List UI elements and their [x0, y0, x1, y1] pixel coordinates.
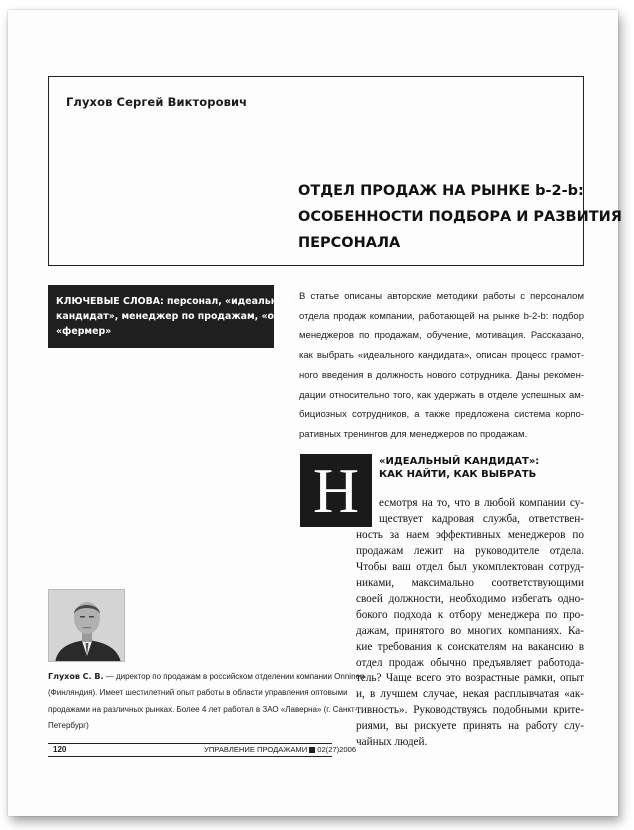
- footer-rule-top: [48, 743, 332, 744]
- bio-name: Глухов С. В.: [48, 672, 104, 681]
- bio-line: (Финляндия). Имеет шестилетний опыт работы в области управления оптовыми: [48, 688, 348, 698]
- article-title: [298, 178, 622, 256]
- body-line: бокого подхода к отбору менеджера по про-: [356, 608, 584, 621]
- abstract-line: как выбрать «идеального кандидата», описан процесс грамот-: [299, 350, 584, 362]
- body-line: тель? Чаще всего это возрастные рамки, опыт: [356, 672, 584, 685]
- abstract-line: ного введения в должность нового сотрудника. Даны рекомен-: [299, 369, 584, 381]
- body-line: ность за наем эффективных менеджеров по: [356, 528, 584, 541]
- body-line: и, в лучшем случае, некая расплывчатая «ак-: [356, 688, 584, 701]
- abstract-line: ративных тренингов для менеджеров по продажам.: [299, 428, 528, 440]
- body-line: ществует кадровая служба, ответствен-: [379, 512, 584, 525]
- body-line: никами, максимально соответствующими: [356, 576, 584, 589]
- keywords-line: КЛЮЧЕВЫЕ СЛОВА: персонал, «идеальный: [56, 296, 293, 307]
- body-text: [356, 496, 584, 751]
- article-title-line: ОТДЕЛ ПРОДАЖ НА РЫНКЕ b-2-b:: [298, 183, 584, 199]
- body-line: Чтобы ваш отдел был укомплектован сотруд-: [356, 560, 584, 573]
- author-portrait-image: [49, 590, 125, 662]
- abstract-line: бициозных сотрудников, а также предложена система корпо-: [299, 409, 584, 421]
- journal-footer: [204, 745, 356, 754]
- body-line: риями, вы рискуете принять на работу слу-: [356, 720, 584, 733]
- bio-line: продажами на различных рынках. Более 4 лет работал в ЗАО «Лаверна» (г. Санкт-: [48, 704, 358, 714]
- abstract-line: менеджеров по продажам, обучение, мотивация. Рассказано,: [299, 330, 584, 342]
- author-photo: [48, 589, 125, 662]
- section-heading-line: «ИДЕАЛЬНЫЙ КАНДИДАТ»:: [379, 456, 540, 467]
- body-line: кие требования к соискателям на вакансию в: [356, 640, 584, 653]
- body-line: отдел продаж обычно предъявляет работода-: [356, 656, 584, 669]
- section-heading-line: КАК НАЙТИ, КАК ВЫБРАТЬ: [379, 468, 537, 480]
- article-title-line: ПЕРСОНАЛА: [298, 235, 401, 251]
- body-line: тивность». Руководствуясь подобными крите-: [356, 704, 584, 717]
- keywords-line: кандидат», менеджер по продажам, «охотник»,: [56, 311, 321, 322]
- drop-cap: Н: [300, 454, 372, 527]
- body-line: чайных людей.: [356, 736, 428, 749]
- body-line: дажам, принятого во многих компаниях. Ка-: [356, 624, 584, 637]
- footer-rule-bottom: [48, 756, 332, 757]
- author-name: Глухов Сергей Викторович: [66, 95, 248, 109]
- article-title-line: ОСОБЕННОСТИ ПОДБОРА И РАЗВИТИЯ: [298, 209, 622, 225]
- body-line: продажам лежит на руководителе отдела.: [356, 544, 584, 557]
- square-bullet-icon: [309, 747, 315, 753]
- author-bio: [48, 669, 365, 735]
- journal-name: УПРАВЛЕНИЕ ПРОДАЖАМИ: [204, 745, 308, 754]
- abstract-line: В статье описаны авторские методики работы с персоналом: [299, 291, 584, 302]
- abstract-line: дации относительно того, как удержать в отделе успешных ам-: [299, 389, 584, 401]
- journal-issue: 02(27)2006: [317, 745, 357, 754]
- abstract-line: отдела продаж компании, работающей на рынке b-2-b: подбор: [299, 310, 584, 322]
- body-line: своей должности, необходимо избегать одно-: [356, 592, 584, 605]
- keywords-box: [48, 285, 321, 348]
- body-line: есмотря на то, что в любой компании су-: [379, 497, 584, 509]
- abstract: [299, 287, 584, 445]
- keywords-line: «фермер»: [56, 326, 112, 337]
- bio-line: Петербург): [48, 721, 89, 731]
- page-number: 120: [53, 745, 67, 754]
- section-heading: [379, 456, 539, 481]
- bio-line: — директор по продажам в российском отделении компании Onninen: [103, 672, 365, 681]
